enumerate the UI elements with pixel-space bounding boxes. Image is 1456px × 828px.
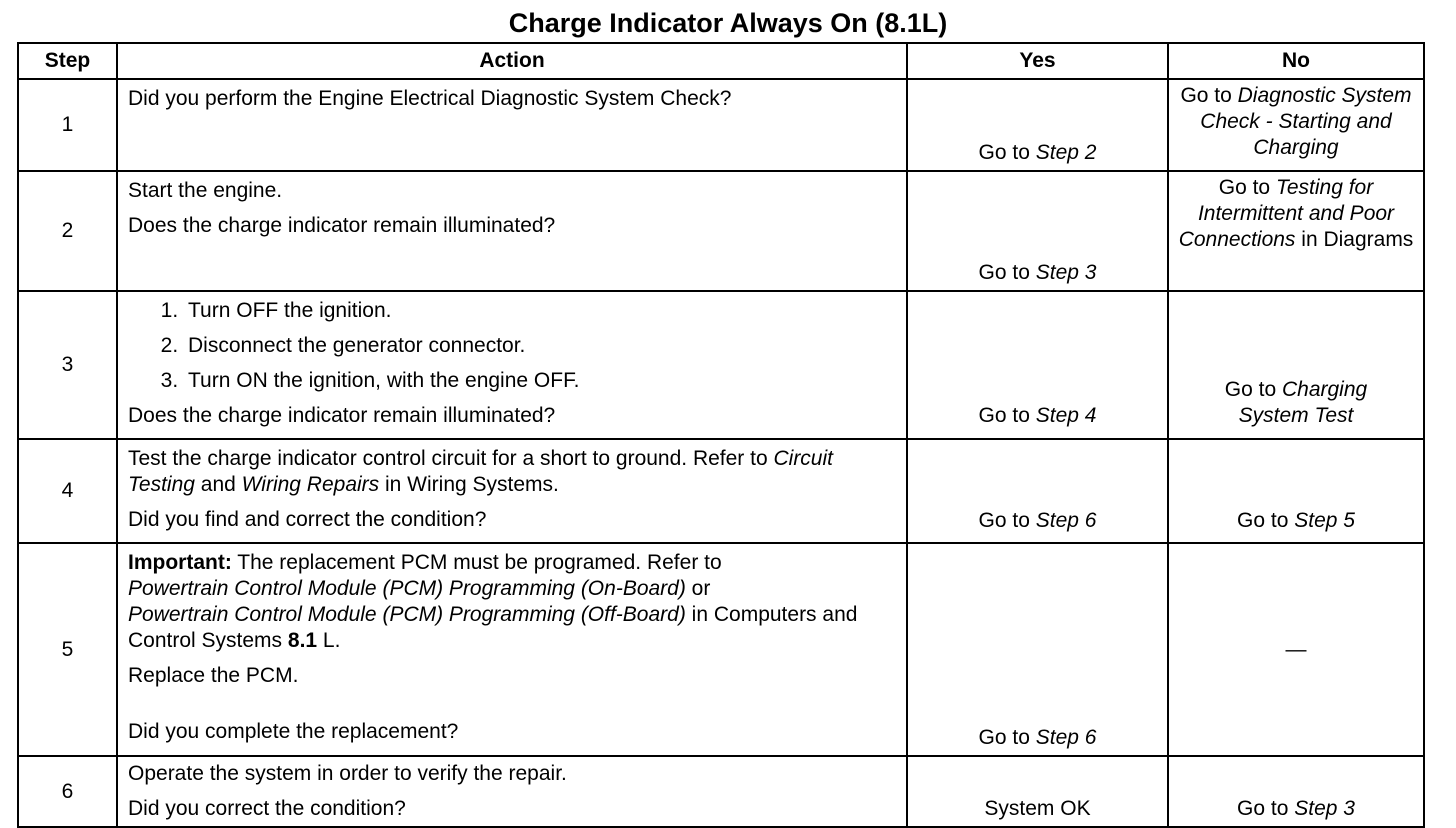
table-row xyxy=(18,439,1424,543)
pcm-onboard-link[interactable]: Powertrain Control Module (PCM) Programming (On-Board) xyxy=(128,577,686,600)
action-text: in Wiring Systems. xyxy=(379,473,559,496)
action-instruction: Replace the PCM. xyxy=(128,664,299,687)
important-note xyxy=(128,550,896,654)
yes-cell xyxy=(907,756,1168,827)
yes-text: System OK xyxy=(984,797,1091,820)
action-list xyxy=(128,298,896,394)
step-number: 4 xyxy=(18,439,117,543)
action-text: Test the charge indicator control circuit for a short to ground. Refer to xyxy=(128,447,774,470)
no-ref-link[interactable]: Charging System Test xyxy=(1238,378,1368,427)
no-cell xyxy=(1168,291,1424,439)
header-action: Action xyxy=(117,43,907,79)
engine-unit: L. xyxy=(317,629,341,652)
circuit-testing-link[interactable]: Circuit Testing xyxy=(128,447,833,496)
yes-cell xyxy=(907,171,1168,291)
table-row xyxy=(18,543,1424,756)
table-row xyxy=(18,171,1424,291)
action-question: Does the charge indicator remain illuminated? xyxy=(128,214,556,237)
no-ref-link[interactable]: Testing for Intermittent and Poor Connections xyxy=(1178,176,1395,251)
list-item: 2. Disconnect the generator connector. xyxy=(184,333,896,359)
action-cell xyxy=(117,756,907,827)
header-yes: Yes xyxy=(907,43,1168,79)
action-instruction xyxy=(128,446,896,498)
no-text: Go to xyxy=(1224,378,1282,401)
no-cell xyxy=(1168,171,1424,291)
yes-text: Go to xyxy=(978,509,1036,532)
action-question: Did you find and correct the condition? xyxy=(128,508,487,531)
step-number: 6 xyxy=(18,756,117,827)
action-text: and xyxy=(194,473,242,496)
diagnostic-table xyxy=(17,42,1425,828)
important-label: Important: xyxy=(128,551,232,574)
yes-step-link[interactable]: Step 6 xyxy=(1035,509,1097,532)
no-text: Go to xyxy=(1180,84,1238,107)
yes-text: Go to xyxy=(978,404,1036,427)
no-cell xyxy=(1168,543,1424,756)
yes-cell xyxy=(907,291,1168,439)
action-cell xyxy=(117,543,907,756)
list-item: 3. Turn ON the ignition, with the engine OFF. xyxy=(184,368,896,394)
action-text: or xyxy=(685,577,711,600)
yes-step-link[interactable]: Step 3 xyxy=(1035,261,1097,284)
action-cell xyxy=(117,171,907,291)
yes-cell xyxy=(907,439,1168,543)
no-text-suffix: in Diagrams xyxy=(1295,228,1414,251)
list-item: 1. Turn OFF the ignition. xyxy=(184,298,896,324)
no-value-dash: — xyxy=(1285,637,1307,661)
no-text: Go to xyxy=(1237,797,1295,820)
table-row xyxy=(18,79,1424,171)
action-instruction: Operate the system in order to verify the repair. xyxy=(128,762,567,785)
pcm-offboard-link[interactable]: Powertrain Control Module (PCM) Programming (Off-Board) xyxy=(128,603,686,626)
action-text: The replacement PCM must be programed. Refer to xyxy=(231,551,722,574)
header-step: Step xyxy=(18,43,117,79)
engine-size: 8.1 xyxy=(287,629,318,652)
step-number: 5 xyxy=(18,543,117,756)
step-number: 2 xyxy=(18,171,117,291)
yes-step-link[interactable]: Step 6 xyxy=(1035,726,1097,749)
no-cell xyxy=(1168,756,1424,827)
action-cell xyxy=(117,291,907,439)
no-ref-link[interactable]: Diagnostic System Check - Starting and Charging xyxy=(1200,84,1412,159)
action-question: Did you correct the condition? xyxy=(128,797,406,820)
action-text: in Computers and Control Systems xyxy=(128,603,858,652)
action-instruction: Start the engine. xyxy=(128,179,283,202)
action-question: Does the charge indicator remain illuminated? xyxy=(128,404,556,427)
step-number: 1 xyxy=(18,79,117,171)
no-text: Go to xyxy=(1218,176,1276,199)
header-no: No xyxy=(1168,43,1424,79)
yes-cell xyxy=(907,79,1168,171)
yes-text: Go to xyxy=(978,261,1036,284)
action-question: Did you perform the Engine Electrical Diagnostic System Check? xyxy=(128,87,732,110)
no-cell xyxy=(1168,79,1424,171)
yes-step-link[interactable]: Step 4 xyxy=(1035,404,1097,427)
no-cell xyxy=(1168,439,1424,543)
action-question: Did you complete the replacement? xyxy=(128,720,459,743)
yes-cell xyxy=(907,543,1168,756)
yes-step-link[interactable]: Step 2 xyxy=(1035,141,1097,164)
table-header-row xyxy=(18,43,1424,79)
yes-text: Go to xyxy=(978,726,1036,749)
page-title: Charge Indicator Always On (8.1L) xyxy=(508,8,948,38)
table-row xyxy=(18,756,1424,827)
step-number: 3 xyxy=(18,291,117,439)
action-cell xyxy=(117,439,907,543)
wiring-repairs-link[interactable]: Wiring Repairs xyxy=(241,473,380,496)
action-cell xyxy=(117,79,907,171)
yes-text: Go to xyxy=(978,141,1036,164)
no-step-link[interactable]: Step 3 xyxy=(1294,797,1355,820)
no-text: Go to xyxy=(1237,509,1295,532)
table-row xyxy=(18,291,1424,439)
no-step-link[interactable]: Step 5 xyxy=(1294,509,1355,532)
